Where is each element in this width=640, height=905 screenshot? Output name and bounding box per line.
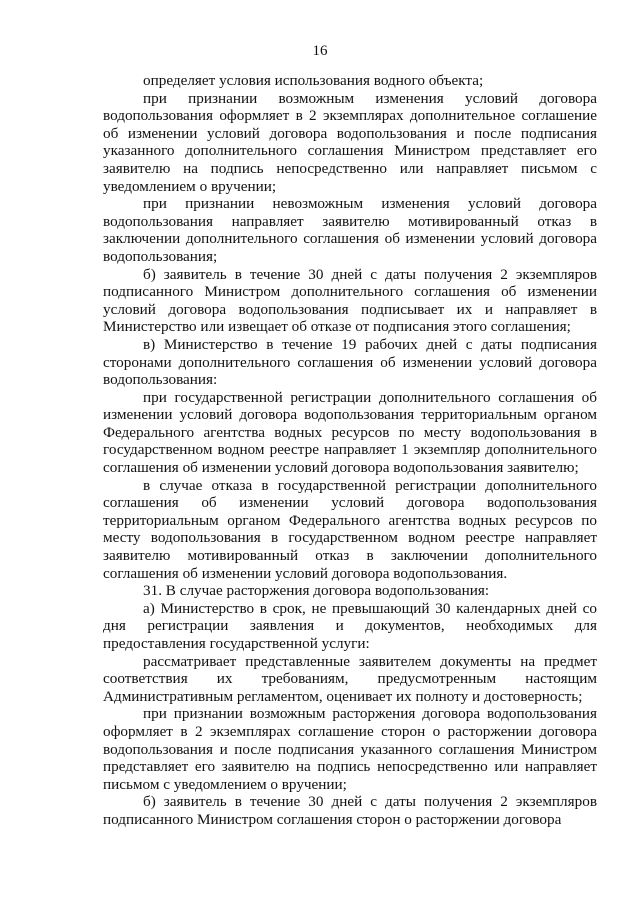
paragraph-12: б) заявитель в течение 30 дней с даты получения 2 экземпляров подписанного Министром соглашения сторон о расторжении договора (103, 793, 597, 828)
paragraph-5: в) Министерство в течение 19 рабочих дней с даты подписания сторонами дополнительного соглашения об изменении условий договора водопользования: (103, 335, 597, 389)
paragraph-1: определяет условия использования водного объекта; (143, 72, 484, 89)
document-body (103, 72, 597, 829)
paragraph-7: в случае отказа в государственной регистрации дополнительного соглашения об изменении условий договора водопользования территориальным органом Федерального агентства водных ресурсов по месту водопользования в государственном водном реестре направляет заявителю мотивированный отказ в заключении дополнительного соглашения об изменении условий договора водопользования. (103, 476, 597, 582)
paragraph-9: а) Министерство в срок, не превышающий 30 календарных дней со дня регистрации заявления и документов, необходимых для предоставления государственной услуги: (103, 599, 597, 652)
paragraph-4: б) заявитель в течение 30 дней с даты получения 2 экземпляров подписанного Министром дополнительного соглашения об изменении условий договора водопользования подписывает их и направляет в Министерство или извещает об отказе от подписания этого соглашения; (103, 265, 597, 336)
paragraph-10: рассматривает представленные заявителем документы на предмет соответствия их требованиям, предусмотренным настоящим Административным регламентом, оценивает их полноту и достоверность; (103, 652, 597, 705)
paragraph-6: при государственной регистрации дополнительного соглашения об изменении условий договора водопользования территориальным органом Федерального агентства водных ресурсов по месту водопользования в государственном водном реестре направляет 1 экземпляр дополнительного соглашения об изменении условий договора водопользования заявителю; (103, 388, 597, 477)
paragraph-3: при признании невозможным изменения условий договора водопользования направляет заявителю мотивированный отказ в заключении дополнительного соглашения об изменении условий договора водопользования; (103, 195, 597, 265)
paragraph-11: при признании возможным расторжения договора водопользования оформляет в 2 экземплярах соглашение сторон о расторжении договора водопользования и после подписания указанного соглашения Министром представляет его заявителю на подпись непосредственно или направляет письмом с уведомлением о вручении; (103, 705, 597, 793)
paragraph-2: при признании возможным изменения условий договора водопользования оформляет в 2 экземплярах дополнительное соглашение об изменении условий договора водопользования и после подписания указанного дополнительного соглашения Министром представляет его заявителю на подпись непосредственно или направляет письмом с уведомлением о вручении; (103, 89, 597, 195)
paragraph-8: 31. В случае расторжения договора водопользования: (143, 582, 490, 600)
page-number: 16 (312, 43, 328, 59)
